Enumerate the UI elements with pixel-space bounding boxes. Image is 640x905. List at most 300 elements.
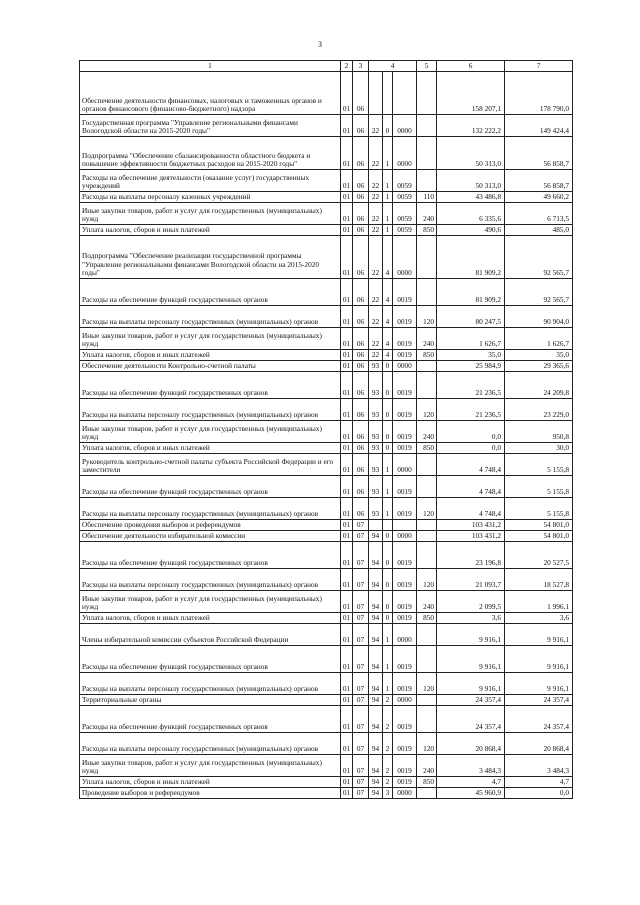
row-name: Обеспечение проведения выборов и референдумов xyxy=(80,520,341,531)
header-cell: 6 xyxy=(437,61,505,72)
direction-code: 0019 xyxy=(393,613,417,624)
subprogram-code: 0 xyxy=(383,531,393,542)
subprogram-code: 1 xyxy=(383,646,393,673)
header-cell: 3 xyxy=(353,61,369,72)
row-name: Обеспечение деятельности финансовых, налоговых и таможенных органов и органов финансового (финансово-бюджетного) надзора xyxy=(80,72,341,115)
row-name: Расходы на обеспечение функций государственных органов xyxy=(80,476,341,498)
table-row xyxy=(80,569,573,591)
amount-year2: 49 660,2 xyxy=(505,192,573,203)
subsection-code: 07 xyxy=(353,531,369,542)
amount-year2: 3,6 xyxy=(505,613,573,624)
expense-type-code xyxy=(417,476,437,498)
direction-code: 0019 xyxy=(393,706,417,733)
header-cell: 2 xyxy=(341,61,353,72)
row-name: Расходы на обеспечение деятельности (оказание услуг) государственных учреждений xyxy=(80,170,341,192)
program-code: 93 xyxy=(369,454,383,476)
amount-year1: 24 357,4 xyxy=(437,706,505,733)
subprogram-code: 1 xyxy=(383,203,393,225)
program-code: 93 xyxy=(369,421,383,443)
section-code: 01 xyxy=(341,624,353,646)
expense-type-code xyxy=(417,137,437,170)
expense-type-code: 120 xyxy=(417,498,437,520)
table-row xyxy=(80,306,573,328)
direction-code: 0019 xyxy=(393,733,417,755)
direction-code: 0059 xyxy=(393,170,417,192)
subprogram-code: 0 xyxy=(383,591,393,613)
program-code: 93 xyxy=(369,399,383,421)
amount-year1: 9 916,1 xyxy=(437,673,505,695)
direction-code: 0000 xyxy=(393,236,417,279)
subsection-code: 07 xyxy=(353,673,369,695)
amount-year2: 178 790,0 xyxy=(505,72,573,115)
amount-year2: 4,7 xyxy=(505,777,573,788)
subsection-code: 06 xyxy=(353,443,369,454)
row-name: Уплата налогов, сборов и иных платежей xyxy=(80,350,341,361)
direction-code: 0019 xyxy=(393,399,417,421)
program-code: 94 xyxy=(369,569,383,591)
amount-year1: 0,0 xyxy=(437,421,505,443)
program-code: 94 xyxy=(369,591,383,613)
section-code: 01 xyxy=(341,72,353,115)
table-row xyxy=(80,170,573,192)
amount-year1: 50 313,0 xyxy=(437,170,505,192)
subprogram-code: 1 xyxy=(383,225,393,236)
amount-year1: 490,6 xyxy=(437,225,505,236)
row-name: Расходы на обеспечение функций государственных органов xyxy=(80,372,341,399)
direction-code: 0000 xyxy=(393,137,417,170)
section-code: 01 xyxy=(341,350,353,361)
program-code xyxy=(369,520,383,531)
program-code: 22 xyxy=(369,236,383,279)
section-code: 01 xyxy=(341,421,353,443)
subsection-code: 07 xyxy=(353,695,369,706)
section-code: 01 xyxy=(341,361,353,372)
amount-year2: 950,8 xyxy=(505,421,573,443)
expense-type-code: 240 xyxy=(417,421,437,443)
subsection-code: 06 xyxy=(353,203,369,225)
section-code: 01 xyxy=(341,236,353,279)
expense-type-code xyxy=(417,695,437,706)
expense-type-code: 110 xyxy=(417,192,437,203)
section-code: 01 xyxy=(341,613,353,624)
amount-year1: 20 868,4 xyxy=(437,733,505,755)
subsection-code: 07 xyxy=(353,777,369,788)
table-row xyxy=(80,328,573,350)
subprogram-code: 0 xyxy=(383,361,393,372)
section-code: 01 xyxy=(341,591,353,613)
table-row xyxy=(80,755,573,777)
subsection-code: 06 xyxy=(353,476,369,498)
expense-type-code: 120 xyxy=(417,569,437,591)
subsection-code: 06 xyxy=(353,279,369,306)
subprogram-code: 4 xyxy=(383,328,393,350)
row-name: Иные закупки товаров, работ и услуг для государственных (муниципальных) нужд xyxy=(80,421,341,443)
table-header xyxy=(80,61,573,72)
header-cell: 4 xyxy=(369,61,417,72)
table-row xyxy=(80,695,573,706)
direction-code: 0019 xyxy=(393,569,417,591)
row-name: Проведение выборов и референдумов xyxy=(80,788,341,799)
subsection-code: 07 xyxy=(353,788,369,799)
expense-type-code xyxy=(417,72,437,115)
amount-year1: 4,7 xyxy=(437,777,505,788)
amount-year1: 103 431,2 xyxy=(437,531,505,542)
program-code: 93 xyxy=(369,476,383,498)
subprogram-code: 1 xyxy=(383,498,393,520)
section-code: 01 xyxy=(341,372,353,399)
subsection-code: 06 xyxy=(353,170,369,192)
program-code: 22 xyxy=(369,203,383,225)
subsection-code: 06 xyxy=(353,328,369,350)
section-code: 01 xyxy=(341,695,353,706)
amount-year1: 45 960,9 xyxy=(437,788,505,799)
amount-year1: 2 099,5 xyxy=(437,591,505,613)
amount-year1: 3 484,3 xyxy=(437,755,505,777)
amount-year1: 81 909,2 xyxy=(437,236,505,279)
program-code: 22 xyxy=(369,306,383,328)
amount-year2: 1 996,1 xyxy=(505,591,573,613)
subprogram-code: 0 xyxy=(383,569,393,591)
table-row xyxy=(80,350,573,361)
program-code: 94 xyxy=(369,755,383,777)
subprogram-code: 4 xyxy=(383,279,393,306)
row-name: Иные закупки товаров, работ и услуг для государственных (муниципальных) нужд xyxy=(80,328,341,350)
row-name: Подпрограмма "Обеспечение сбалансированности областного бюджета и повышение эффективности бюджетных расходов на 2015-2020 годы" xyxy=(80,137,341,170)
row-name: Иные закупки товаров, работ и услуг для государственных (муниципальных) нужд xyxy=(80,203,341,225)
subsection-code: 06 xyxy=(353,421,369,443)
table-row xyxy=(80,646,573,673)
section-code: 01 xyxy=(341,399,353,421)
subsection-code: 07 xyxy=(353,613,369,624)
program-code: 94 xyxy=(369,646,383,673)
subsection-code: 07 xyxy=(353,591,369,613)
program-code: 94 xyxy=(369,733,383,755)
direction-code: 0000 xyxy=(393,454,417,476)
program-code: 94 xyxy=(369,542,383,569)
subprogram-code: 1 xyxy=(383,454,393,476)
expense-type-code: 240 xyxy=(417,755,437,777)
row-name: Расходы на выплаты персоналу государственных (муниципальных) органов xyxy=(80,498,341,520)
amount-year1: 6 335,6 xyxy=(437,203,505,225)
table-row xyxy=(80,476,573,498)
subprogram-code: 2 xyxy=(383,777,393,788)
subsection-code: 06 xyxy=(353,372,369,399)
header-cell: 7 xyxy=(505,61,573,72)
section-code: 01 xyxy=(341,788,353,799)
row-name: Подпрограмма "Обеспечение реализации государственной программы "Управление региональными финансами Вологодской области на 2015-2020 годы" xyxy=(80,236,341,279)
direction-code: 0000 xyxy=(393,531,417,542)
expense-type-code xyxy=(417,788,437,799)
row-name: Члены избирательной комиссии субъектов Российской Федерации xyxy=(80,624,341,646)
program-code: 22 xyxy=(369,350,383,361)
amount-year2: 18 527,8 xyxy=(505,569,573,591)
expense-type-code xyxy=(417,454,437,476)
subprogram-code xyxy=(383,520,393,531)
section-code: 01 xyxy=(341,443,353,454)
subprogram-code: 0 xyxy=(383,372,393,399)
subsection-code: 06 xyxy=(353,236,369,279)
row-name: Расходы на выплаты персоналу государственных (муниципальных) органов xyxy=(80,569,341,591)
amount-year2: 5 155,8 xyxy=(505,476,573,498)
amount-year1: 132 222,2 xyxy=(437,115,505,137)
program-code: 94 xyxy=(369,777,383,788)
section-code: 01 xyxy=(341,569,353,591)
table-row xyxy=(80,498,573,520)
table-row xyxy=(80,624,573,646)
amount-year1: 81 909,2 xyxy=(437,279,505,306)
program-code: 22 xyxy=(369,115,383,137)
program-code xyxy=(369,72,383,115)
amount-year2: 0,0 xyxy=(505,788,573,799)
section-code: 01 xyxy=(341,192,353,203)
table-row xyxy=(80,454,573,476)
amount-year1: 4 748,4 xyxy=(437,454,505,476)
program-code: 22 xyxy=(369,170,383,192)
table-row xyxy=(80,788,573,799)
direction-code: 0019 xyxy=(393,542,417,569)
subsection-code: 06 xyxy=(353,72,369,115)
expense-type-code: 120 xyxy=(417,399,437,421)
program-code: 22 xyxy=(369,279,383,306)
row-name: Уплата налогов, сборов и иных платежей xyxy=(80,777,341,788)
amount-year1: 4 748,4 xyxy=(437,498,505,520)
section-code: 01 xyxy=(341,498,353,520)
direction-code: 0059 xyxy=(393,192,417,203)
subsection-code: 06 xyxy=(353,192,369,203)
expense-type-code: 120 xyxy=(417,733,437,755)
expense-type-code xyxy=(417,372,437,399)
subprogram-code: 0 xyxy=(383,115,393,137)
direction-code: 0000 xyxy=(393,361,417,372)
amount-year1: 0,0 xyxy=(437,443,505,454)
amount-year2: 30,0 xyxy=(505,443,573,454)
amount-year2: 20 868,4 xyxy=(505,733,573,755)
amount-year2: 5 155,8 xyxy=(505,498,573,520)
expense-type-code: 850 xyxy=(417,350,437,361)
amount-year1: 24 357,4 xyxy=(437,695,505,706)
subsection-code: 06 xyxy=(353,498,369,520)
program-code: 94 xyxy=(369,706,383,733)
amount-year2: 29 365,6 xyxy=(505,361,573,372)
subsection-code: 07 xyxy=(353,569,369,591)
table-row xyxy=(80,591,573,613)
section-code: 01 xyxy=(341,646,353,673)
row-name: Территориальные органы xyxy=(80,695,341,706)
expense-type-code xyxy=(417,236,437,279)
table-row xyxy=(80,361,573,372)
expense-type-code xyxy=(417,646,437,673)
row-name: Расходы на обеспечение функций государственных органов xyxy=(80,542,341,569)
row-name: Уплата налогов, сборов и иных платежей xyxy=(80,613,341,624)
table-row xyxy=(80,203,573,225)
direction-code: 0059 xyxy=(393,225,417,236)
expense-type-code xyxy=(417,115,437,137)
amount-year1: 21 093,7 xyxy=(437,569,505,591)
amount-year2: 24 357,4 xyxy=(505,695,573,706)
amount-year1: 21 236,5 xyxy=(437,399,505,421)
direction-code: 0000 xyxy=(393,624,417,646)
amount-year2: 485,0 xyxy=(505,225,573,236)
row-name: Расходы на обеспечение функций государственных органов xyxy=(80,279,341,306)
subprogram-code: 2 xyxy=(383,733,393,755)
direction-code: 0019 xyxy=(393,673,417,695)
amount-year2: 6 713,5 xyxy=(505,203,573,225)
expense-type-code xyxy=(417,361,437,372)
table-row xyxy=(80,777,573,788)
section-code: 01 xyxy=(341,115,353,137)
section-code: 01 xyxy=(341,225,353,236)
amount-year2: 92 565,7 xyxy=(505,236,573,279)
subsection-code: 07 xyxy=(353,733,369,755)
amount-year2: 56 858,7 xyxy=(505,137,573,170)
subprogram-code xyxy=(383,72,393,115)
amount-year2: 90 904,0 xyxy=(505,306,573,328)
amount-year2: 9 916,1 xyxy=(505,646,573,673)
direction-code: 0019 xyxy=(393,328,417,350)
direction-code: 0019 xyxy=(393,755,417,777)
subsection-code: 06 xyxy=(353,399,369,421)
row-name: Уплата налогов, сборов и иных платежей xyxy=(80,225,341,236)
program-code: 22 xyxy=(369,328,383,350)
expense-type-code: 240 xyxy=(417,591,437,613)
program-code: 94 xyxy=(369,613,383,624)
amount-year2: 35,0 xyxy=(505,350,573,361)
section-code: 01 xyxy=(341,542,353,569)
direction-code: 0019 xyxy=(393,421,417,443)
row-name: Расходы на выплаты персоналу государственных (муниципальных) органов xyxy=(80,399,341,421)
section-code: 01 xyxy=(341,476,353,498)
direction-code: 0059 xyxy=(393,203,417,225)
header-cell: 1 xyxy=(80,61,341,72)
amount-year1: 35,0 xyxy=(437,350,505,361)
amount-year2: 92 565,7 xyxy=(505,279,573,306)
amount-year2: 56 858,7 xyxy=(505,170,573,192)
row-name: Расходы на обеспечение функций государственных органов xyxy=(80,706,341,733)
page-number: 3 xyxy=(318,40,322,49)
program-code: 93 xyxy=(369,372,383,399)
amount-year2: 54 801,0 xyxy=(505,531,573,542)
subprogram-code: 1 xyxy=(383,170,393,192)
direction-code: 0000 xyxy=(393,115,417,137)
subprogram-code: 2 xyxy=(383,695,393,706)
table-row xyxy=(80,137,573,170)
amount-year2: 24 209,8 xyxy=(505,372,573,399)
direction-code: 0019 xyxy=(393,279,417,306)
expense-type-code: 850 xyxy=(417,443,437,454)
direction-code: 0019 xyxy=(393,306,417,328)
expense-type-code xyxy=(417,279,437,306)
table-row xyxy=(80,236,573,279)
program-code: 94 xyxy=(369,695,383,706)
subsection-code: 07 xyxy=(353,624,369,646)
subprogram-code: 0 xyxy=(383,613,393,624)
program-code: 22 xyxy=(369,137,383,170)
amount-year2: 9 916,1 xyxy=(505,673,573,695)
program-code: 93 xyxy=(369,361,383,372)
subprogram-code: 1 xyxy=(383,673,393,695)
subprogram-code: 1 xyxy=(383,476,393,498)
program-code: 94 xyxy=(369,624,383,646)
table-row xyxy=(80,673,573,695)
row-name: Уплата налогов, сборов и иных платежей xyxy=(80,443,341,454)
amount-year1: 103 431,2 xyxy=(437,520,505,531)
program-code: 93 xyxy=(369,498,383,520)
table-row xyxy=(80,225,573,236)
row-name: Расходы на выплаты персоналу казенных учреждений xyxy=(80,192,341,203)
section-code: 01 xyxy=(341,306,353,328)
amount-year1: 50 313,0 xyxy=(437,137,505,170)
section-code: 01 xyxy=(341,733,353,755)
subprogram-code: 1 xyxy=(383,137,393,170)
program-code: 93 xyxy=(369,443,383,454)
section-code: 01 xyxy=(341,454,353,476)
row-name: Расходы на выплаты персоналу государственных (муниципальных) органов xyxy=(80,306,341,328)
expense-type-code xyxy=(417,520,437,531)
table-row xyxy=(80,399,573,421)
row-name: Расходы на обеспечение функций государственных органов xyxy=(80,646,341,673)
direction-code: 0019 xyxy=(393,777,417,788)
direction-code: 0019 xyxy=(393,350,417,361)
row-name: Иные закупки товаров, работ и услуг для государственных (муниципальных) нужд xyxy=(80,755,341,777)
table-row xyxy=(80,531,573,542)
amount-year1: 3,6 xyxy=(437,613,505,624)
expense-type-code: 120 xyxy=(417,673,437,695)
subprogram-code: 2 xyxy=(383,706,393,733)
section-code: 01 xyxy=(341,137,353,170)
amount-year2: 23 229,0 xyxy=(505,399,573,421)
expense-type-code xyxy=(417,624,437,646)
program-code: 94 xyxy=(369,788,383,799)
row-name: Расходы на выплаты персоналу государственных (муниципальных) органов xyxy=(80,733,341,755)
subprogram-code: 0 xyxy=(383,399,393,421)
direction-code: 0000 xyxy=(393,788,417,799)
table-row xyxy=(80,733,573,755)
subprogram-code: 0 xyxy=(383,542,393,569)
row-name: Государственная программа "Управление региональными финансами Вологодской области на 2015-2020 годы" xyxy=(80,115,341,137)
expense-type-code xyxy=(417,542,437,569)
table-row xyxy=(80,115,573,137)
expense-type-code xyxy=(417,531,437,542)
subprogram-code: 0 xyxy=(383,421,393,443)
program-code: 22 xyxy=(369,192,383,203)
amount-year2: 9 916,1 xyxy=(505,624,573,646)
subsection-code: 06 xyxy=(353,306,369,328)
amount-year2: 1 626,7 xyxy=(505,328,573,350)
table-row xyxy=(80,542,573,569)
direction-code: 0019 xyxy=(393,646,417,673)
subsection-code: 06 xyxy=(353,361,369,372)
table-row xyxy=(80,372,573,399)
section-code: 01 xyxy=(341,673,353,695)
amount-year2: 20 527,5 xyxy=(505,542,573,569)
table-row xyxy=(80,613,573,624)
table-row xyxy=(80,192,573,203)
section-code: 01 xyxy=(341,520,353,531)
amount-year1: 80 247,5 xyxy=(437,306,505,328)
subsection-code: 06 xyxy=(353,115,369,137)
table-row xyxy=(80,279,573,306)
subprogram-code: 0 xyxy=(383,443,393,454)
table-row xyxy=(80,72,573,115)
subsection-code: 06 xyxy=(353,137,369,170)
expense-type-code: 850 xyxy=(417,613,437,624)
direction-code xyxy=(393,72,417,115)
amount-year1: 9 916,1 xyxy=(437,624,505,646)
subsection-code: 06 xyxy=(353,225,369,236)
subprogram-code: 4 xyxy=(383,236,393,279)
budget-table xyxy=(79,60,573,799)
expense-type-code xyxy=(417,170,437,192)
